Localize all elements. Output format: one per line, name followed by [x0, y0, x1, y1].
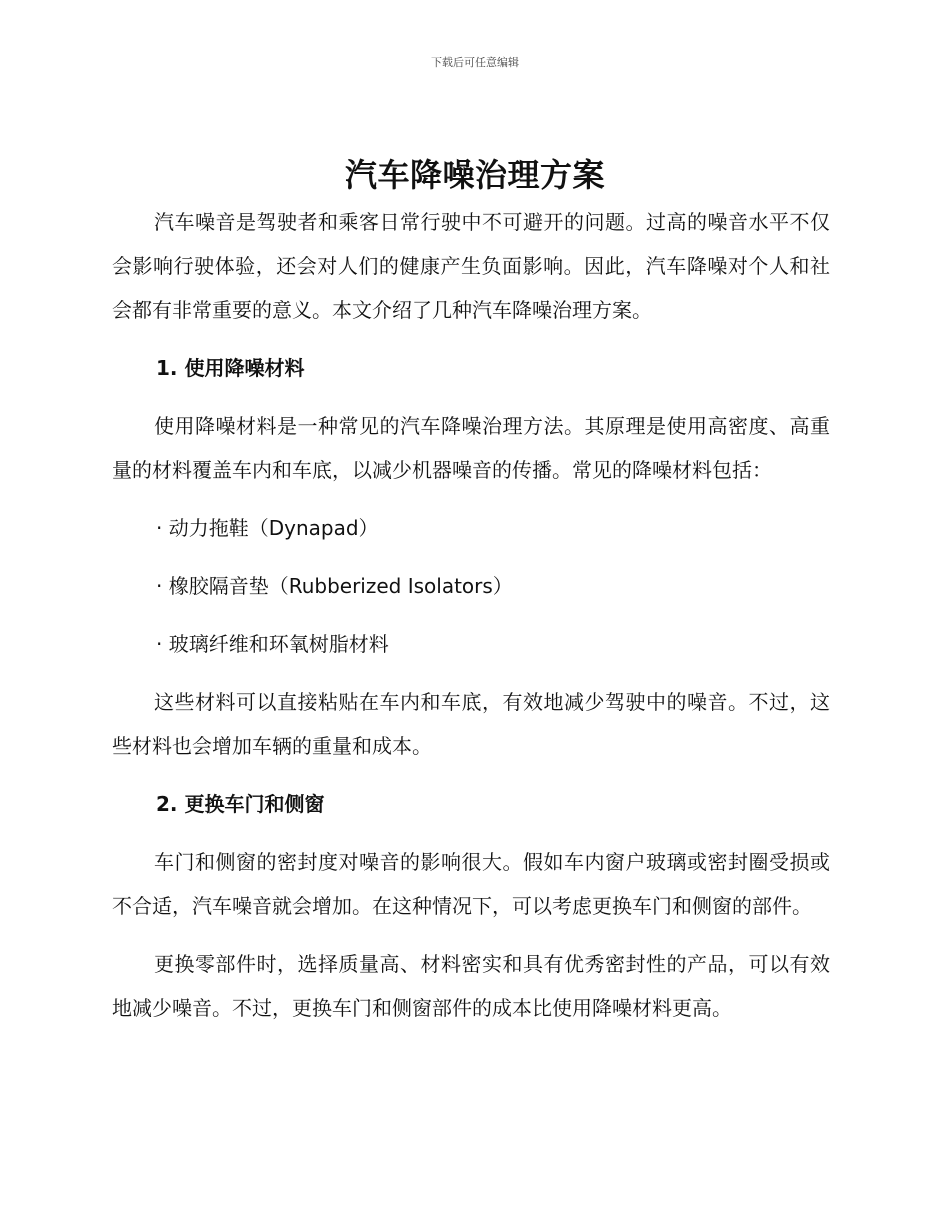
header-note: 下载后可任意编辑 [431, 56, 519, 69]
section-2-paragraph-1: 车门和侧窗的密封度对噪音的影响很大。假如车内窗户玻璃或密封圈受损或不合适，汽车噪音就会增加。在这种情况下，可以考虑更换车门和侧窗的部件。 [112, 850, 830, 918]
document-title: 汽车降噪治理方案 [344, 156, 605, 194]
section-2-heading: 2. 更换车门和侧窗 [156, 792, 325, 816]
section-2-paragraph-2: 更换零部件时，选择质量高、材料密实和具有优秀密封性的产品，可以有效地减少噪音。不过，更换车门和侧窗部件的成本比使用降噪材料更高。 [112, 952, 830, 1020]
section-1-heading: 1. 使用降噪材料 [156, 356, 305, 380]
intro-paragraph: 汽车噪音是驾驶者和乘客日常行驶中不可避开的问题。过高的噪音水平不仅会影响行驶体验，还会对人们的健康产生负面影响。因此，汽车降噪对个人和社会都有非常重要的意义。本文介绍了几种汽车降噪治理方案。 [112, 210, 830, 322]
bullet-item: · 橡胶隔音垫（Rubberized Isolators） [156, 574, 513, 598]
bullet-item: · 动力拖鞋（Dynapad） [156, 516, 379, 540]
document-body [112, 200, 830, 1030]
bullet-item: · 玻璃纤维和环氧树脂材料 [156, 632, 389, 656]
section-1-paragraph-2: 这些材料可以直接粘贴在车内和车底，有效地减少驾驶中的噪音。不过，这些材料也会增加车辆的重量和成本。 [112, 690, 830, 758]
section-1-paragraph-1: 使用降噪材料是一种常见的汽车降噪治理方法。其原理是使用高密度、高重量的材料覆盖车内和车底，以减少机器噪音的传播。常见的降噪材料包括： [112, 414, 830, 482]
